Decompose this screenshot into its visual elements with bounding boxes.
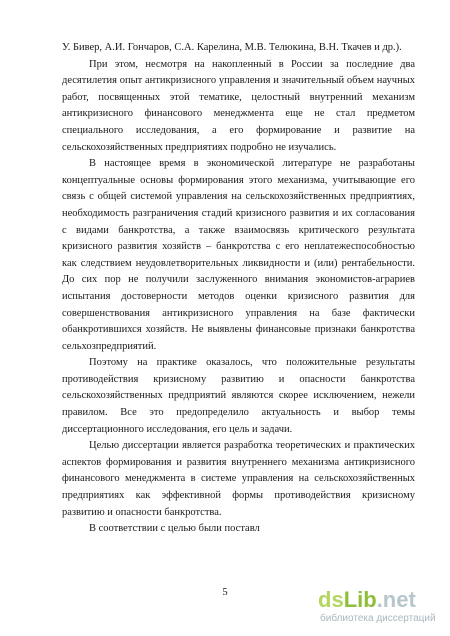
body-text	[62, 40, 415, 538]
page-number: 5	[222, 587, 228, 598]
watermark-logo-lib: Lib	[343, 587, 377, 612]
paragraph-5: Целью диссертации является разработка теоретических и практических аспектов формирования и развития внутреннего механизма антикризисного финансового менеджмента в системе управления на сельскохозяйственных предприятиях как эффективной формы противодействия кризисному развитию и опасности банкротства.	[62, 440, 415, 518]
paragraph-4: Поэтому на практике оказалось, что положительные результаты противодействия кризисному развитию и опасности банкротства сельскохозяйственных предприятий являются скорее исключением, нежели правилом. Все это предопределило актуальность и выбор темы диссертационного исследования, его цель и задачи.	[62, 357, 415, 435]
paragraph-6: В соответствии с целью были поставл	[89, 523, 260, 535]
paragraph-2: При этом, несмотря на накопленный в России за последние два десятилетия опыт антикризисного управления и значительный объем научных работ, посвященных этой тематике, целостный внутренний механизм антикризисного финансового менеджмента еще не стал предметом специального исследования, а его формирование и развитие на сельскохозяйственных предприятиях подробно не изучались.	[62, 58, 415, 153]
watermark-subtitle: библиотека диссертаций	[320, 613, 436, 624]
watermark	[318, 588, 443, 628]
paragraph-3: В настоящее время в экономической литературе не разработаны концептуальные основы формирования этого механизма, учитывающие его связь с общей системой управления на сельскохозяйственных предприятиях, необходимость разграничения стадий кризисного развития и их согласования с видами банкротства, а также взаимосвязь критического результата кризисного развития хозяйств – банкротства с его неплатежеспособностью как следствием неудовлетворительных ликвидности и (или) рентабельности. До сих пор не получили заслуженного внимания экономистов-аграриев испытания достоверности методов оценки кризисного развития для совершенствования антикризисного управления на базе фактически обанкротившихся хозяйств. Не выявлены финансовые признаки банкротства сельхозпредприятий.	[62, 158, 415, 352]
paragraph-1: У. Бивер, А.И. Гончаров, С.А. Карелина, М.В. Телюкина, В.Н. Ткачев и др.).	[62, 42, 402, 53]
watermark-logo-net: .net	[376, 587, 416, 612]
watermark-logo	[318, 588, 416, 612]
watermark-logo-ds: ds	[318, 587, 344, 612]
